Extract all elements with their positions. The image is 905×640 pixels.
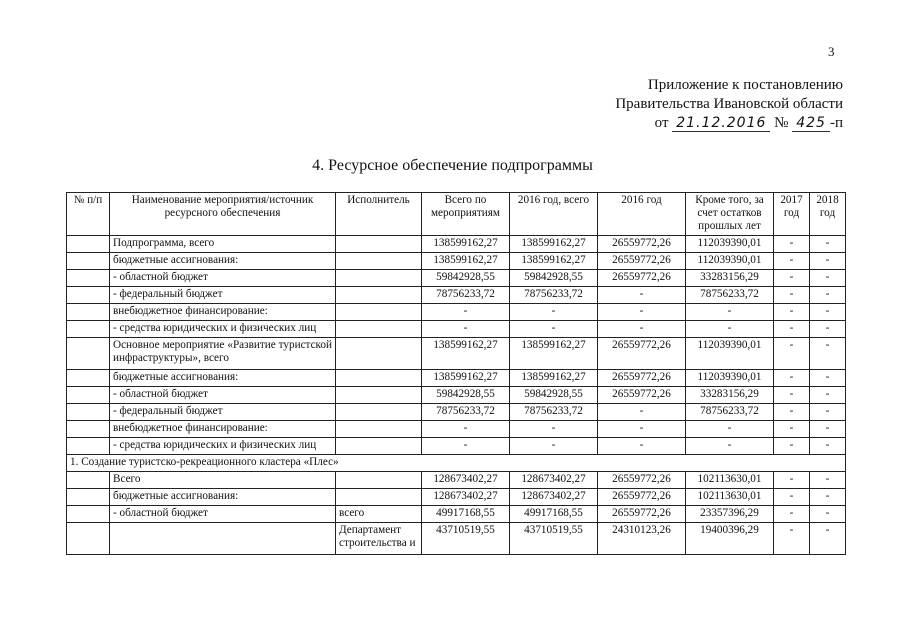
cell-total: 59842928,55 (422, 270, 510, 287)
cell-remains: - (686, 304, 774, 321)
cell-total: 138599162,27 (422, 370, 510, 387)
cell-2016: 26559772,26 (598, 489, 686, 506)
cell-2016: 26559772,26 (598, 506, 686, 523)
table-row (67, 404, 846, 421)
cell-num (67, 438, 110, 455)
cell-remains: 23357396,29 (686, 506, 774, 523)
cell-remains: 112039390,01 (686, 236, 774, 253)
cell-executor (336, 370, 422, 387)
header-name: Наименование мероприятия/источник ресурсного обеспечения (110, 193, 336, 236)
cell-remains: - (686, 321, 774, 338)
cell-remains: 78756233,72 (686, 404, 774, 421)
page-number: 3 (828, 44, 835, 59)
cell-2016: 26559772,26 (598, 370, 686, 387)
decree-date: 21.12.2016 (672, 115, 770, 132)
table-row (67, 421, 846, 438)
table-row (67, 489, 846, 506)
cell-num (67, 287, 110, 304)
cell-num (67, 270, 110, 287)
cell-2018: - (810, 253, 846, 270)
cell-name: - средства юридических и физических лиц (110, 321, 336, 338)
cell-remains: 102113630,01 (686, 472, 774, 489)
cell-remains: 19400396,29 (686, 523, 774, 555)
cell-num (67, 304, 110, 321)
cell-2018: - (810, 489, 846, 506)
cell-total: 138599162,27 (422, 236, 510, 253)
appendix-line-1: Приложение к постановлению (647, 77, 843, 93)
cell-2017: - (774, 270, 810, 287)
cell-2018: - (810, 421, 846, 438)
cell-total: 128673402,27 (422, 472, 510, 489)
cell-2016: - (598, 321, 686, 338)
cell-num (67, 472, 110, 489)
cell-2017: - (774, 253, 810, 270)
appendix-line-2: Правительства Ивановской области (615, 96, 843, 112)
cell-2016: 26559772,26 (598, 236, 686, 253)
cell-2016-total: 43710519,55 (510, 523, 598, 555)
cell-remains: 33283156,29 (686, 387, 774, 404)
cell-total: 138599162,27 (422, 338, 510, 370)
section-heading: 1. Создание туристско-рекреационного кластера «Плес» (67, 455, 846, 472)
cell-total: - (422, 321, 510, 338)
cell-remains: 112039390,01 (686, 370, 774, 387)
cell-total: 43710519,55 (422, 523, 510, 555)
cell-remains: 102113630,01 (686, 489, 774, 506)
cell-2018: - (810, 506, 846, 523)
cell-executor (336, 438, 422, 455)
cell-name: бюджетные ассигнования: (110, 253, 336, 270)
number-suffix: -п (829, 115, 843, 131)
table-row (67, 270, 846, 287)
cell-executor (336, 236, 422, 253)
cell-num (67, 253, 110, 270)
cell-2017: - (774, 304, 810, 321)
cell-executor (336, 387, 422, 404)
header-total: Всего по мероприятиям (422, 193, 510, 236)
table-body (67, 236, 846, 555)
cell-num (67, 338, 110, 370)
cell-2016-total: - (510, 438, 598, 455)
cell-executor (336, 338, 422, 370)
table-row (67, 287, 846, 304)
cell-remains: 112039390,01 (686, 253, 774, 270)
cell-2016: - (598, 304, 686, 321)
cell-2016-total: - (510, 321, 598, 338)
cell-executor (336, 304, 422, 321)
cell-2016: - (598, 287, 686, 304)
cell-name: - областной бюджет (110, 387, 336, 404)
cell-total: 59842928,55 (422, 387, 510, 404)
cell-num (67, 506, 110, 523)
cell-2017: - (774, 321, 810, 338)
cell-2018: - (810, 404, 846, 421)
cell-2016-total: 138599162,27 (510, 370, 598, 387)
cell-2016: 26559772,26 (598, 253, 686, 270)
cell-2017: - (774, 472, 810, 489)
cell-2016-total: 78756233,72 (510, 404, 598, 421)
cell-total: - (422, 421, 510, 438)
cell-2018: - (810, 287, 846, 304)
cell-2016-total: 78756233,72 (510, 287, 598, 304)
cell-executor (336, 321, 422, 338)
cell-num (67, 236, 110, 253)
header-num: № п/п (67, 193, 110, 236)
cell-name: - федеральный бюджет (110, 287, 336, 304)
cell-2017: - (774, 421, 810, 438)
cell-2017: - (774, 438, 810, 455)
cell-name: Всего (110, 472, 336, 489)
header-2017: 2017 год (774, 193, 810, 236)
cell-2017: - (774, 523, 810, 555)
cell-name: бюджетные ассигнования: (110, 370, 336, 387)
appendix-line-3 (615, 114, 843, 133)
table-row (67, 438, 846, 455)
cell-2017: - (774, 287, 810, 304)
cell-name (110, 523, 336, 555)
cell-remains: - (686, 438, 774, 455)
cell-2017: - (774, 506, 810, 523)
cell-name: - средства юридических и физических лиц (110, 438, 336, 455)
cell-total: - (422, 304, 510, 321)
section-title: 4. Ресурсное обеспечение подпрограммы (312, 157, 593, 174)
cell-num (67, 421, 110, 438)
cell-name: - федеральный бюджет (110, 404, 336, 421)
cell-2018: - (810, 387, 846, 404)
cell-remains: 33283156,29 (686, 270, 774, 287)
cell-total: - (422, 438, 510, 455)
cell-name: бюджетные ассигнования: (110, 489, 336, 506)
cell-2016-total: 59842928,55 (510, 387, 598, 404)
cell-2016-total: 138599162,27 (510, 253, 598, 270)
cell-name: внебюджетное финансирование: (110, 421, 336, 438)
table-row (67, 253, 846, 270)
cell-name: - областной бюджет (110, 506, 336, 523)
cell-2016: 26559772,26 (598, 472, 686, 489)
cell-2016: - (598, 404, 686, 421)
table-row (67, 370, 846, 387)
cell-2018: - (810, 338, 846, 370)
decree-number: 425 (792, 115, 830, 132)
cell-2017: - (774, 338, 810, 370)
appendix-prefix: от (654, 115, 669, 131)
cell-remains: - (686, 421, 774, 438)
cell-2016: 26559772,26 (598, 387, 686, 404)
cell-2016: 24310123,26 (598, 523, 686, 555)
cell-name: - областной бюджет (110, 270, 336, 287)
cell-executor (336, 253, 422, 270)
cell-name: Подпрограмма, всего (110, 236, 336, 253)
appendix-header (615, 76, 843, 133)
cell-2016-total: - (510, 304, 598, 321)
cell-2016: - (598, 421, 686, 438)
cell-2016-total: 138599162,27 (510, 236, 598, 253)
cell-total: 78756233,72 (422, 287, 510, 304)
table-row (67, 506, 846, 523)
cell-executor (336, 270, 422, 287)
header-2018: 2018 год (810, 193, 846, 236)
cell-num (67, 489, 110, 506)
cell-2017: - (774, 370, 810, 387)
cell-2018: - (810, 438, 846, 455)
table-row (67, 455, 846, 472)
cell-executor (336, 489, 422, 506)
cell-2016-total: 59842928,55 (510, 270, 598, 287)
table-header-row (67, 193, 846, 236)
table-row (67, 236, 846, 253)
cell-2016: - (598, 438, 686, 455)
header-2016: 2016 год (598, 193, 686, 236)
cell-2016-total: 138599162,27 (510, 338, 598, 370)
cell-2018: - (810, 472, 846, 489)
table-row (67, 523, 846, 555)
table-row (67, 387, 846, 404)
cell-executor (336, 287, 422, 304)
cell-executor (336, 404, 422, 421)
cell-2018: - (810, 304, 846, 321)
cell-2016-total: 128673402,27 (510, 472, 598, 489)
cell-executor: Департамент строительства и (336, 523, 422, 555)
cell-2016-total: 128673402,27 (510, 489, 598, 506)
cell-remains: 78756233,72 (686, 287, 774, 304)
cell-num (67, 387, 110, 404)
header-executor: Исполнитель (336, 193, 422, 236)
cell-2017: - (774, 404, 810, 421)
cell-2018: - (810, 321, 846, 338)
cell-2016-total: - (510, 421, 598, 438)
cell-name: внебюджетное финансирование: (110, 304, 336, 321)
cell-2017: - (774, 489, 810, 506)
cell-2018: - (810, 523, 846, 555)
cell-executor: всего (336, 506, 422, 523)
cell-name: Основное мероприятие «Развитие туристской инфраструктуры», всего (110, 338, 336, 370)
cell-num (67, 370, 110, 387)
table-row (67, 321, 846, 338)
cell-total: 138599162,27 (422, 253, 510, 270)
cell-2016-total: 49917168,55 (510, 506, 598, 523)
cell-total: 49917168,55 (422, 506, 510, 523)
number-label: № (774, 115, 789, 131)
cell-num (67, 404, 110, 421)
cell-num (67, 523, 110, 555)
resource-table (66, 192, 846, 555)
cell-2018: - (810, 270, 846, 287)
cell-2016: 26559772,26 (598, 270, 686, 287)
cell-2018: - (810, 236, 846, 253)
cell-total: 78756233,72 (422, 404, 510, 421)
cell-executor (336, 472, 422, 489)
cell-remains: 112039390,01 (686, 338, 774, 370)
table-row (67, 304, 846, 321)
cell-2017: - (774, 387, 810, 404)
table-row (67, 338, 846, 370)
header-2016-total: 2016 год, всего (510, 193, 598, 236)
cell-2016: 26559772,26 (598, 338, 686, 370)
table-row (67, 472, 846, 489)
cell-num (67, 321, 110, 338)
cell-2017: - (774, 236, 810, 253)
header-remains: Кроме того, за счет остатков прошлых лет (686, 193, 774, 236)
cell-executor (336, 421, 422, 438)
cell-total: 128673402,27 (422, 489, 510, 506)
cell-2018: - (810, 370, 846, 387)
